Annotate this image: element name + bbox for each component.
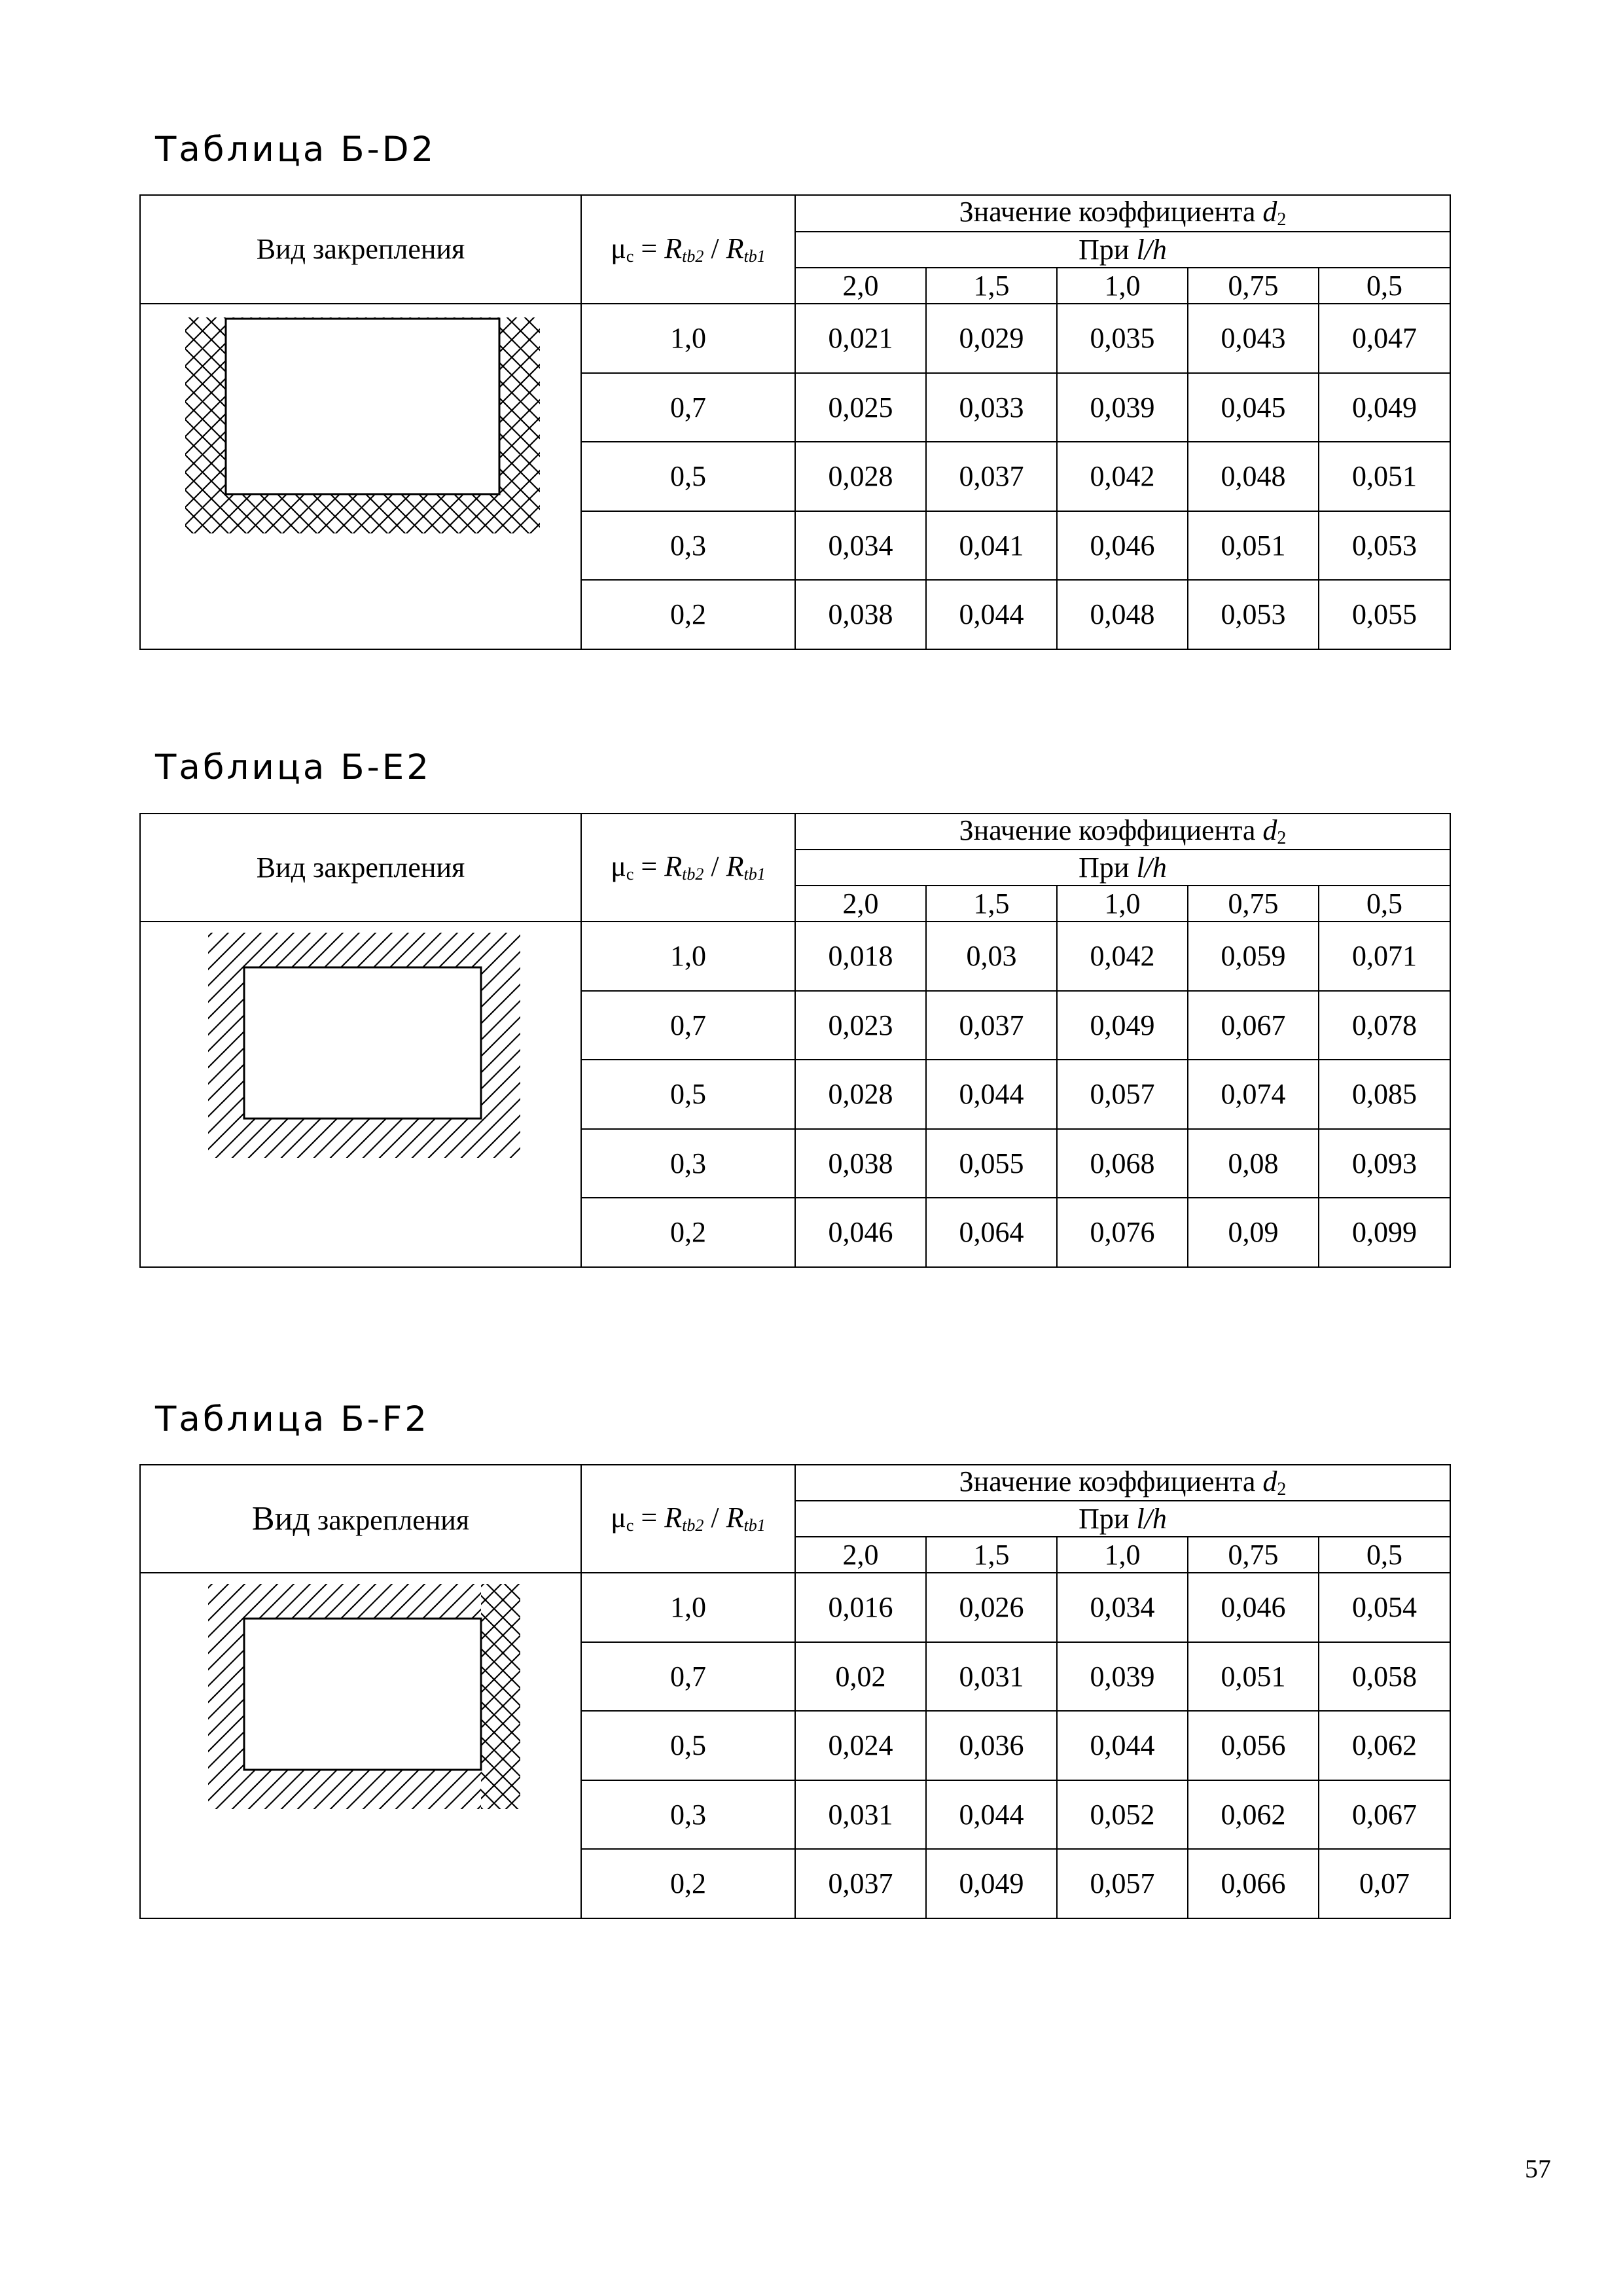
mu-value: 0,5 bbox=[581, 442, 795, 511]
table-cell: 0,064 bbox=[926, 1198, 1057, 1267]
table-cell: 0,071 bbox=[1319, 922, 1450, 991]
header-coef: Значение коэффициента $d_2$ bbox=[795, 195, 1450, 232]
table-cell: 0,035 bbox=[1057, 304, 1188, 373]
lh-value: 0,5 bbox=[1319, 268, 1450, 304]
table-cell: 0,025 bbox=[795, 373, 926, 442]
mu-value: 1,0 bbox=[581, 922, 795, 991]
table-cell: 0,085 bbox=[1319, 1060, 1450, 1129]
table-cell: 0,034 bbox=[795, 511, 926, 580]
table-cell: 0,021 bbox=[795, 304, 926, 373]
mu-value: 0,2 bbox=[581, 1198, 795, 1267]
table-f2 bbox=[139, 1464, 1451, 1919]
table-cell: 0,024 bbox=[795, 1711, 926, 1780]
table-cell: 0,059 bbox=[1188, 922, 1319, 991]
table-cell: 0,055 bbox=[926, 1129, 1057, 1198]
table-cell: 0,039 bbox=[1057, 373, 1188, 442]
lh-value: 1,0 bbox=[1057, 886, 1188, 922]
header-pri: При l/h bbox=[795, 1501, 1450, 1537]
table-cell: 0,036 bbox=[926, 1711, 1057, 1780]
table-cell: 0,033 bbox=[926, 373, 1057, 442]
table-cell: 0,037 bbox=[926, 991, 1057, 1060]
table-cell: 0,03 bbox=[926, 922, 1057, 991]
table-cell: 0,016 bbox=[795, 1573, 926, 1642]
header-pri: При l/h bbox=[795, 232, 1450, 268]
table-cell: 0,053 bbox=[1188, 580, 1319, 649]
header-mu: $\mu_c = R_{tb2} / R_{tb1}$ bbox=[581, 195, 795, 304]
table-cell: 0,037 bbox=[926, 442, 1057, 511]
table-cell: 0,058 bbox=[1319, 1642, 1450, 1711]
mu-value: 0,7 bbox=[581, 373, 795, 442]
table-cell: 0,02 bbox=[795, 1642, 926, 1711]
table-cell: 0,044 bbox=[926, 1780, 1057, 1849]
table-cell: 0,037 bbox=[795, 1849, 926, 1918]
table-cell: 0,042 bbox=[1057, 442, 1188, 511]
header-vid: Вид закрепления bbox=[140, 195, 581, 304]
table-cell: 0,068 bbox=[1057, 1129, 1188, 1198]
mu-value: 0,3 bbox=[581, 511, 795, 580]
table-cell: 0,031 bbox=[926, 1642, 1057, 1711]
header-coef: Значение коэффициента $d_2$ bbox=[795, 1465, 1450, 1501]
table-cell: 0,067 bbox=[1319, 1780, 1450, 1849]
table-cell: 0,049 bbox=[926, 1849, 1057, 1918]
fixation-diagram-single-hatched bbox=[140, 922, 581, 1267]
table-cell: 0,055 bbox=[1319, 580, 1450, 649]
mu-value: 0,5 bbox=[581, 1711, 795, 1780]
table-e2 bbox=[139, 813, 1451, 1268]
table-cell: 0,067 bbox=[1188, 991, 1319, 1060]
fixation-diagram-svg bbox=[141, 304, 582, 650]
fixation-diagram-mixed-hatched bbox=[140, 1573, 581, 1918]
table-d2 bbox=[139, 194, 1451, 650]
header-vid: Вид закрепления bbox=[140, 1465, 581, 1573]
table-cell: 0,018 bbox=[795, 922, 926, 991]
lh-value: 1,0 bbox=[1057, 1537, 1188, 1573]
table-caption-e2: Таблица Б-E2 bbox=[155, 747, 431, 787]
lh-value: 1,5 bbox=[926, 886, 1057, 922]
mu-value: 0,7 bbox=[581, 1642, 795, 1711]
table-cell: 0,09 bbox=[1188, 1198, 1319, 1267]
table-cell: 0,057 bbox=[1057, 1060, 1188, 1129]
table-cell: 0,048 bbox=[1057, 580, 1188, 649]
lh-value: 1,5 bbox=[926, 1537, 1057, 1573]
table-cell: 0,08 bbox=[1188, 1129, 1319, 1198]
header-pri: При l/h bbox=[795, 850, 1450, 886]
table-cell: 0,031 bbox=[795, 1780, 926, 1849]
table-cell: 0,078 bbox=[1319, 991, 1450, 1060]
table-cell: 0,048 bbox=[1188, 442, 1319, 511]
table-cell: 0,028 bbox=[795, 1060, 926, 1129]
table-cell: 0,056 bbox=[1188, 1711, 1319, 1780]
table-cell: 0,099 bbox=[1319, 1198, 1450, 1267]
fixation-diagram-svg bbox=[141, 1573, 582, 1919]
table-cell: 0,07 bbox=[1319, 1849, 1450, 1918]
table-cell: 0,051 bbox=[1188, 511, 1319, 580]
table-cell: 0,044 bbox=[926, 580, 1057, 649]
table-cell: 0,062 bbox=[1188, 1780, 1319, 1849]
table-cell: 0,062 bbox=[1319, 1711, 1450, 1780]
table-cell: 0,039 bbox=[1057, 1642, 1188, 1711]
table-cell: 0,053 bbox=[1319, 511, 1450, 580]
table-cell: 0,045 bbox=[1188, 373, 1319, 442]
lh-value: 2,0 bbox=[795, 268, 926, 304]
header-mu: $\mu_c = R_{tb2} / R_{tb1}$ bbox=[581, 814, 795, 922]
header-coef: Значение коэффициента $d_2$ bbox=[795, 814, 1450, 850]
table-cell: 0,041 bbox=[926, 511, 1057, 580]
mu-value: 0,3 bbox=[581, 1129, 795, 1198]
table-cell: 0,051 bbox=[1188, 1642, 1319, 1711]
mu-value: 0,2 bbox=[581, 1849, 795, 1918]
table-cell: 0,051 bbox=[1319, 442, 1450, 511]
table-cell: 0,066 bbox=[1188, 1849, 1319, 1918]
lh-value: 1,5 bbox=[926, 268, 1057, 304]
table-cell: 0,038 bbox=[795, 1129, 926, 1198]
table-cell: 0,028 bbox=[795, 442, 926, 511]
table-cell: 0,038 bbox=[795, 580, 926, 649]
table-cell: 0,023 bbox=[795, 991, 926, 1060]
lh-value: 0,75 bbox=[1188, 1537, 1319, 1573]
lh-value: 0,75 bbox=[1188, 886, 1319, 922]
fixation-diagram-svg bbox=[141, 922, 582, 1268]
table-cell: 0,046 bbox=[1188, 1573, 1319, 1642]
table-cell: 0,054 bbox=[1319, 1573, 1450, 1642]
table-cell: 0,049 bbox=[1057, 991, 1188, 1060]
lh-value: 2,0 bbox=[795, 886, 926, 922]
mu-value: 1,0 bbox=[581, 304, 795, 373]
page-number: 57 bbox=[1525, 2154, 1551, 2183]
table-cell: 0,042 bbox=[1057, 922, 1188, 991]
table-cell: 0,057 bbox=[1057, 1849, 1188, 1918]
table-cell: 0,026 bbox=[926, 1573, 1057, 1642]
table-cell: 0,047 bbox=[1319, 304, 1450, 373]
lh-value: 1,0 bbox=[1057, 268, 1188, 304]
table-cell: 0,043 bbox=[1188, 304, 1319, 373]
header-vid: Вид закрепления bbox=[140, 814, 581, 922]
table-cell: 0,046 bbox=[795, 1198, 926, 1267]
table-caption-f2: Таблица Б-F2 bbox=[155, 1399, 429, 1439]
table-cell: 0,093 bbox=[1319, 1129, 1450, 1198]
lh-value: 0,5 bbox=[1319, 1537, 1450, 1573]
table-cell: 0,049 bbox=[1319, 373, 1450, 442]
table-cell: 0,074 bbox=[1188, 1060, 1319, 1129]
table-cell: 0,044 bbox=[1057, 1711, 1188, 1780]
table-cell: 0,076 bbox=[1057, 1198, 1188, 1267]
mu-value: 0,7 bbox=[581, 991, 795, 1060]
mu-value: 0,3 bbox=[581, 1780, 795, 1849]
lh-value: 2,0 bbox=[795, 1537, 926, 1573]
header-mu: $\mu_c = R_{tb2} / R_{tb1}$ bbox=[581, 1465, 795, 1573]
mu-value: 0,5 bbox=[581, 1060, 795, 1129]
lh-value: 0,75 bbox=[1188, 268, 1319, 304]
fixation-diagram-cross-hatched bbox=[140, 304, 581, 649]
mu-value: 1,0 bbox=[581, 1573, 795, 1642]
table-cell: 0,044 bbox=[926, 1060, 1057, 1129]
mu-value: 0,2 bbox=[581, 580, 795, 649]
table-cell: 0,034 bbox=[1057, 1573, 1188, 1642]
table-caption-d2: Таблица Б-D2 bbox=[155, 130, 437, 170]
table-cell: 0,052 bbox=[1057, 1780, 1188, 1849]
lh-value: 0,5 bbox=[1319, 886, 1450, 922]
table-cell: 0,029 bbox=[926, 304, 1057, 373]
table-cell: 0,046 bbox=[1057, 511, 1188, 580]
